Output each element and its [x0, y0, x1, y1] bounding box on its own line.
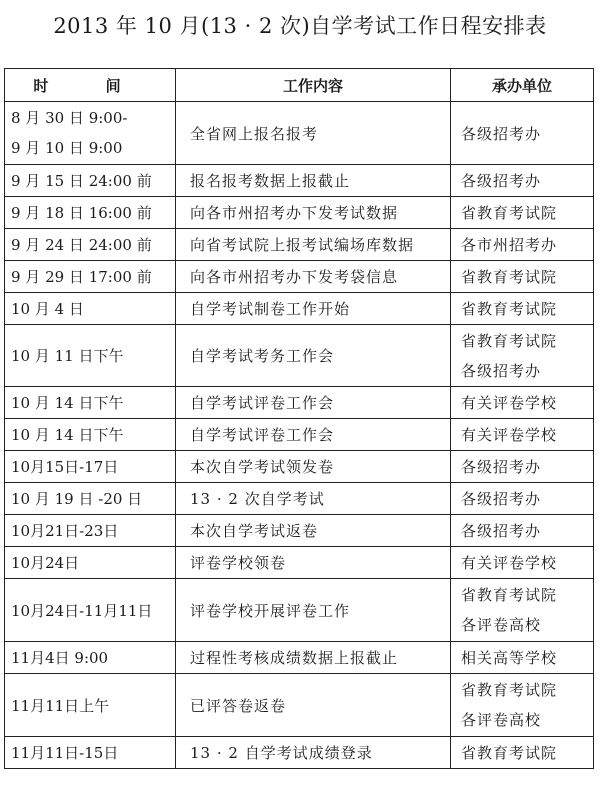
unit-cell: 各级招考办: [451, 165, 594, 197]
unit-cell: 省教育考试院: [451, 197, 594, 229]
unit-cell: [451, 325, 594, 387]
table-row: [5, 737, 594, 769]
unit-cell: 有关评卷学校: [451, 547, 594, 579]
column-header-work: 工作内容: [176, 69, 451, 102]
work-cell: 向省考试院上报考试编场库数据: [176, 229, 451, 261]
time-cell: 10月24日-11月11日: [5, 579, 176, 642]
table-row: [5, 261, 594, 293]
table-row: [5, 515, 594, 547]
table-row: [5, 102, 594, 165]
work-cell: 评卷学校领卷: [176, 547, 451, 579]
table-row: [5, 483, 594, 515]
time-cell: 10月24日: [5, 547, 176, 579]
time-cell: 10 月 14 日下午: [5, 387, 176, 419]
work-cell: 自学考试考务工作会: [176, 325, 451, 387]
table-row: [5, 293, 594, 325]
unit-cell: 各级招考办: [451, 451, 594, 483]
column-header-unit: 承办单位: [451, 69, 594, 102]
schedule-table: [4, 68, 594, 769]
time-cell: 9 月 29 日 17:00 前: [5, 261, 176, 293]
unit-cell: 省教育考试院: [451, 737, 594, 769]
time-cell: 9 月 18 日 16:00 前: [5, 197, 176, 229]
time-cell: 10 月 19 日 -20 日: [5, 483, 176, 515]
work-cell: 全省网上报名报考: [176, 102, 451, 165]
time-cell: 9 月 24 日 24:00 前: [5, 229, 176, 261]
unit-cell: 省教育考试院: [451, 261, 594, 293]
work-cell: 自学考试评卷工作会: [176, 387, 451, 419]
table-row: [5, 642, 594, 674]
table-header-row: [5, 69, 594, 102]
work-cell: 自学考试评卷工作会: [176, 419, 451, 451]
unit-text: 省教育考试院: [461, 331, 558, 350]
time-cell: [5, 102, 176, 165]
work-cell: 自学考试制卷工作开始: [176, 293, 451, 325]
unit-cell: 各级招考办: [451, 515, 594, 547]
time-cell: 10 月 4 日: [5, 293, 176, 325]
work-cell: 报名报考数据上报截止: [176, 165, 451, 197]
unit-cell: 省教育考试院: [451, 293, 594, 325]
time-cell: 9 月 15 日 24:00 前: [5, 165, 176, 197]
work-cell: 评卷学校开展评卷工作: [176, 579, 451, 642]
page-title: 2013 年 10 月(13 · 2 次)自学考试工作日程安排表: [53, 14, 547, 38]
column-header-time: 时 间: [5, 69, 176, 102]
work-cell: 向各市州招考办下发考试数据: [176, 197, 451, 229]
table-row: [5, 325, 594, 387]
work-cell: 向各市州招考办下发考袋信息: [176, 261, 451, 293]
work-cell: 过程性考核成绩数据上报截止: [176, 642, 451, 674]
unit-text: 各评卷高校: [461, 616, 542, 634]
table-row: [5, 165, 594, 197]
time-cell: 11月11日上午: [5, 674, 176, 737]
table-row: [5, 387, 594, 419]
unit-cell: [451, 674, 594, 737]
unit-text: 省教育考试院: [461, 586, 558, 604]
time-cell: 11月4日 9:00: [5, 642, 176, 674]
unit-cell: 各市州招考办: [451, 229, 594, 261]
time-cell: 10月15日-17日: [5, 451, 176, 483]
time-cell: 10月21日-23日: [5, 515, 176, 547]
time-cell: 10 月 14 日下午: [5, 419, 176, 451]
table-row: [5, 419, 594, 451]
unit-cell: 各级招考办: [451, 102, 594, 165]
time-cell: 11月11日-15日: [5, 737, 176, 769]
table-row: [5, 674, 594, 737]
time-cell: 10 月 11 日下午: [5, 325, 176, 387]
unit-cell: 有关评卷学校: [451, 387, 594, 419]
unit-cell: [451, 579, 594, 642]
time-text: 9 月 10 日 9:00: [11, 139, 123, 157]
work-cell: 已评答卷返卷: [176, 674, 451, 737]
unit-text: 各级招考办: [461, 361, 542, 380]
table-row: [5, 451, 594, 483]
unit-cell: 有关评卷学校: [451, 419, 594, 451]
table-row: [5, 547, 594, 579]
table-row: [5, 229, 594, 261]
unit-text: 省教育考试院: [461, 681, 558, 699]
work-cell: 13 · 2 次自学考试: [176, 483, 451, 515]
table-row: [5, 197, 594, 229]
unit-cell: 各级招考办: [451, 483, 594, 515]
time-text: 8 月 30 日 9:00-: [11, 109, 128, 127]
unit-text: 各评卷高校: [461, 711, 542, 729]
work-cell: 本次自学考试领发卷: [176, 451, 451, 483]
table-row: [5, 579, 594, 642]
work-cell: 本次自学考试返卷: [176, 515, 451, 547]
unit-cell: 相关高等学校: [451, 642, 594, 674]
work-cell: 13 · 2 自学考试成绩登录: [176, 737, 451, 769]
